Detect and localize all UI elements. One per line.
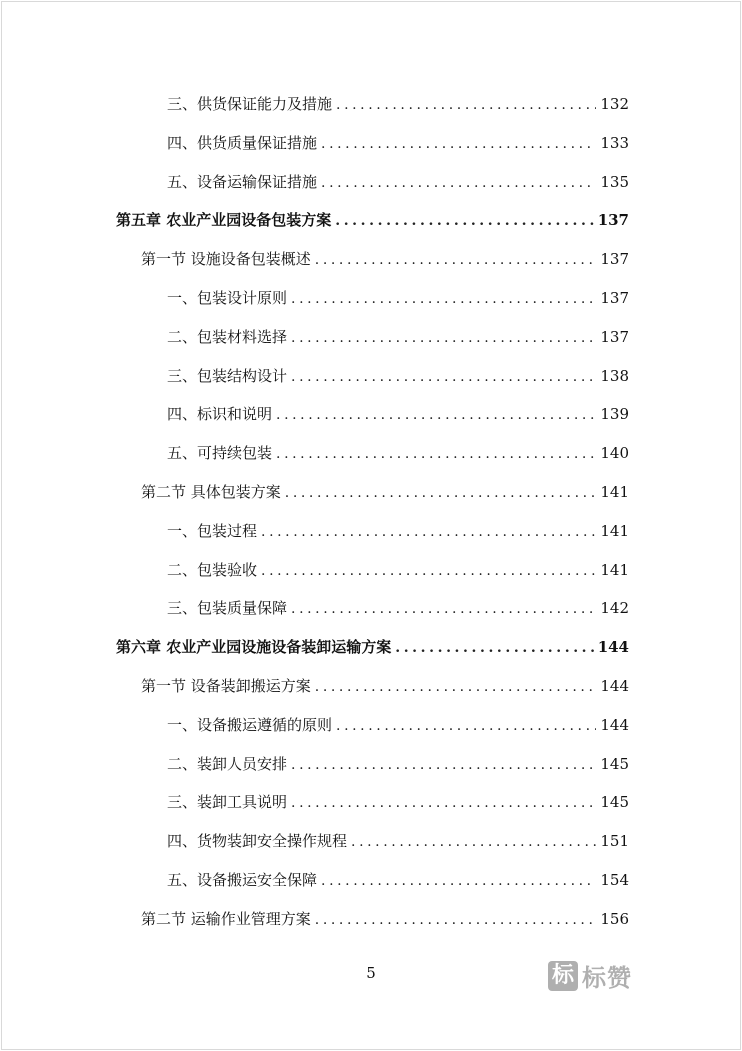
- toc-dot-leader: [291, 597, 596, 621]
- toc-entry-page: 151: [600, 832, 629, 850]
- toc-dot-leader: [291, 365, 596, 389]
- toc-entry-title: 第二节 运输作业管理方案: [141, 910, 311, 928]
- toc-entry-page: 137: [600, 289, 629, 307]
- toc-subsection-entry[interactable]: [167, 364, 629, 388]
- toc-dot-leader: [321, 132, 596, 156]
- toc-entry-page: 142: [600, 599, 629, 617]
- toc-dot-leader: [261, 559, 596, 583]
- toc-subsection-entry[interactable]: [167, 713, 629, 737]
- toc-dot-leader: [291, 287, 596, 311]
- toc-entry-page: 145: [600, 793, 629, 811]
- toc-entry-title: 三、装卸工具说明: [167, 793, 288, 811]
- toc-subsection-entry[interactable]: [167, 441, 629, 465]
- toc-dot-leader: [321, 171, 596, 195]
- toc-subsection-entry[interactable]: [167, 92, 629, 116]
- toc-subsection-entry[interactable]: [167, 790, 629, 814]
- toc-entry-page: 156: [600, 910, 629, 928]
- toc-entry-page: 132: [600, 95, 629, 113]
- toc-entry-page: 145: [600, 755, 629, 773]
- toc-entry-title: 五、设备搬运安全保障: [167, 871, 318, 889]
- toc-subsection-entry[interactable]: [167, 170, 629, 194]
- toc-dot-leader: [336, 93, 596, 117]
- toc-dot-leader: [351, 830, 596, 854]
- toc-entry-title: 二、包装验收: [167, 561, 258, 579]
- toc-dot-leader: [321, 869, 596, 893]
- toc-dot-leader: [315, 675, 597, 699]
- toc-entry-page: 144: [600, 677, 629, 695]
- toc-entry-title: 一、设备搬运遵循的原则: [167, 716, 333, 734]
- toc-entry-title: 第一节 设备装卸搬运方案: [141, 677, 311, 695]
- toc-entry-title: 第一节 设施设备包装概述: [141, 250, 311, 268]
- toc-entry-title: 五、可持续包装: [167, 444, 273, 462]
- toc-entry-title: 第五章 农业产业园设备包装方案: [116, 211, 332, 229]
- toc-subsection-entry[interactable]: [167, 829, 629, 853]
- toc-entry-title: 三、包装质量保障: [167, 599, 288, 617]
- toc-subsection-entry[interactable]: [167, 558, 629, 582]
- toc-entry-page: 138: [600, 367, 629, 385]
- toc-subsection-entry[interactable]: [167, 752, 629, 776]
- toc-entry-title: 四、供货质量保证措施: [167, 134, 318, 152]
- toc-subsection-entry[interactable]: [167, 286, 629, 310]
- toc-entry-title: 二、装卸人员安排: [167, 755, 288, 773]
- toc-subsection-entry[interactable]: [167, 519, 629, 543]
- toc-entry-page: 135: [600, 173, 629, 191]
- toc-entry-page: 137: [600, 250, 629, 268]
- toc-entry-title: 二、包装材料选择: [167, 328, 288, 346]
- toc-entry-page: 141: [600, 522, 629, 540]
- toc-dot-leader: [276, 442, 596, 466]
- toc-entry-page: 140: [600, 444, 629, 462]
- toc-entry-title: 四、标识和说明: [167, 405, 273, 423]
- toc-section-entry[interactable]: [141, 480, 629, 504]
- watermark-logo: [548, 958, 632, 993]
- toc-entry-title: 三、包装结构设计: [167, 367, 288, 385]
- toc-entry-title: 三、供货保证能力及措施: [167, 95, 333, 113]
- toc-dot-leader: [291, 791, 596, 815]
- toc-chapter-entry[interactable]: [116, 635, 629, 659]
- toc-subsection-entry[interactable]: [167, 402, 629, 426]
- toc-dot-leader: [276, 403, 596, 427]
- toc-section-entry[interactable]: [141, 247, 629, 271]
- toc-subsection-entry[interactable]: [167, 868, 629, 892]
- toc-section-entry[interactable]: [141, 907, 629, 931]
- toc-entry-title: 第六章 农业产业园设施设备装卸运输方案: [116, 638, 392, 656]
- toc-subsection-entry[interactable]: [167, 131, 629, 155]
- toc-dot-leader: [285, 481, 597, 505]
- toc-dot-leader: [395, 636, 593, 660]
- toc-subsection-entry[interactable]: [167, 325, 629, 349]
- toc-entry-page: 137: [597, 211, 629, 229]
- toc-entry-page: 141: [600, 561, 629, 579]
- toc-subsection-entry[interactable]: [167, 596, 629, 620]
- toc-dot-leader: [261, 520, 596, 544]
- logo-mark-icon: 标: [548, 961, 578, 991]
- toc-entry-page: 144: [600, 716, 629, 734]
- toc-entry-title: 四、货物装卸安全操作规程: [167, 832, 348, 850]
- toc-dot-leader: [315, 248, 597, 272]
- toc-entry-title: 第二节 具体包装方案: [141, 483, 281, 501]
- toc-entry-page: 144: [597, 638, 629, 656]
- toc-dot-leader: [335, 209, 593, 233]
- page-number: 5: [366, 964, 376, 982]
- toc-entry-page: 154: [600, 871, 629, 889]
- toc-entry-title: 一、包装设计原则: [167, 289, 288, 307]
- toc-dot-leader: [291, 753, 596, 777]
- toc-dot-leader: [291, 326, 596, 350]
- logo-text: 标赞: [582, 964, 632, 992]
- toc-entry-page: 133: [600, 134, 629, 152]
- toc-entry-page: 137: [600, 328, 629, 346]
- toc-entry-title: 五、设备运输保证措施: [167, 173, 318, 191]
- toc-chapter-entry[interactable]: [116, 208, 629, 232]
- toc-entry-page: 141: [600, 483, 629, 501]
- toc-section-entry[interactable]: [141, 674, 629, 698]
- toc-entry-page: 139: [600, 405, 629, 423]
- toc-dot-leader: [336, 714, 596, 738]
- toc-dot-leader: [315, 908, 597, 932]
- toc-entry-title: 一、包装过程: [167, 522, 258, 540]
